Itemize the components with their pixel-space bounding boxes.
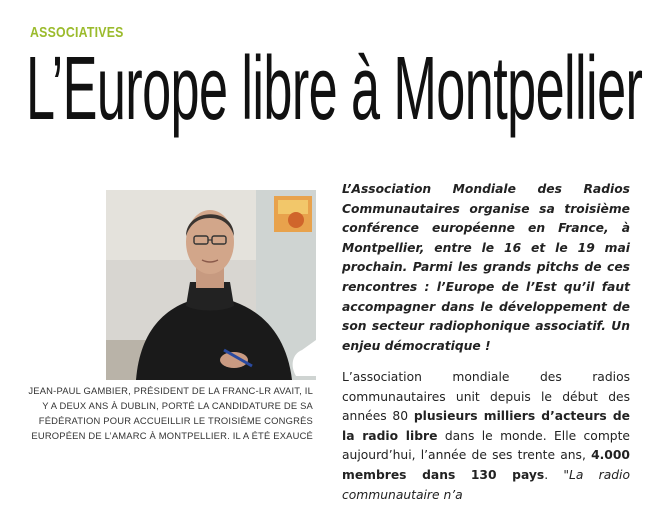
lead-paragraph: L’Association Mondiale des Radios Communautaires organise sa troisième conférence européenne en France, à Montpellier, entre le 16 et le 19 mai prochain. Parmi les grands pitchs de ces rencontres : l’Europe de l’Est qu’il faut accompagner dans le développement de son secteur radiophonique associatif. Un enjeu démocratique ! xyxy=(342,182,630,353)
section-label: ASSOCIATIVES xyxy=(30,24,124,41)
body-text-1: L’association mondiale des radios communautaires unit depuis le début des années 80 xyxy=(342,370,630,424)
headline: L’Europe libre à Montpellier xyxy=(26,39,643,139)
body-quote: "La radio communautaire n’a xyxy=(342,467,630,502)
body-paragraph xyxy=(342,368,630,505)
photo-caption: JEAN-PAUL GAMBIER, PRÉSIDENT DE LA FRANC-LR AVAIT, IL Y A DEUX ANS À DUBLIN, PORTÉ LA CANDIDATURE DE SA FÉDÉRATION POUR ACCUEILLIR LE TROISIÈME CONGRÈS EUROPÉEN DE L’AMARC À MONTPELLIER. IL A ÉTÉ EXAUCÉ xyxy=(28,385,313,441)
portrait-photo xyxy=(106,190,316,380)
body-highlight-1: plusieurs milliers d’acteurs de la radio libre xyxy=(342,409,630,443)
body-text-2: dans le monde. Elle compte aujourd’hui, l’année de ses trente ans, xyxy=(342,428,630,463)
body-text-3: . xyxy=(544,467,549,482)
body-highlight-2: 4.000 membres dans 130 pays xyxy=(342,448,630,482)
portrait-illustration xyxy=(106,190,316,380)
